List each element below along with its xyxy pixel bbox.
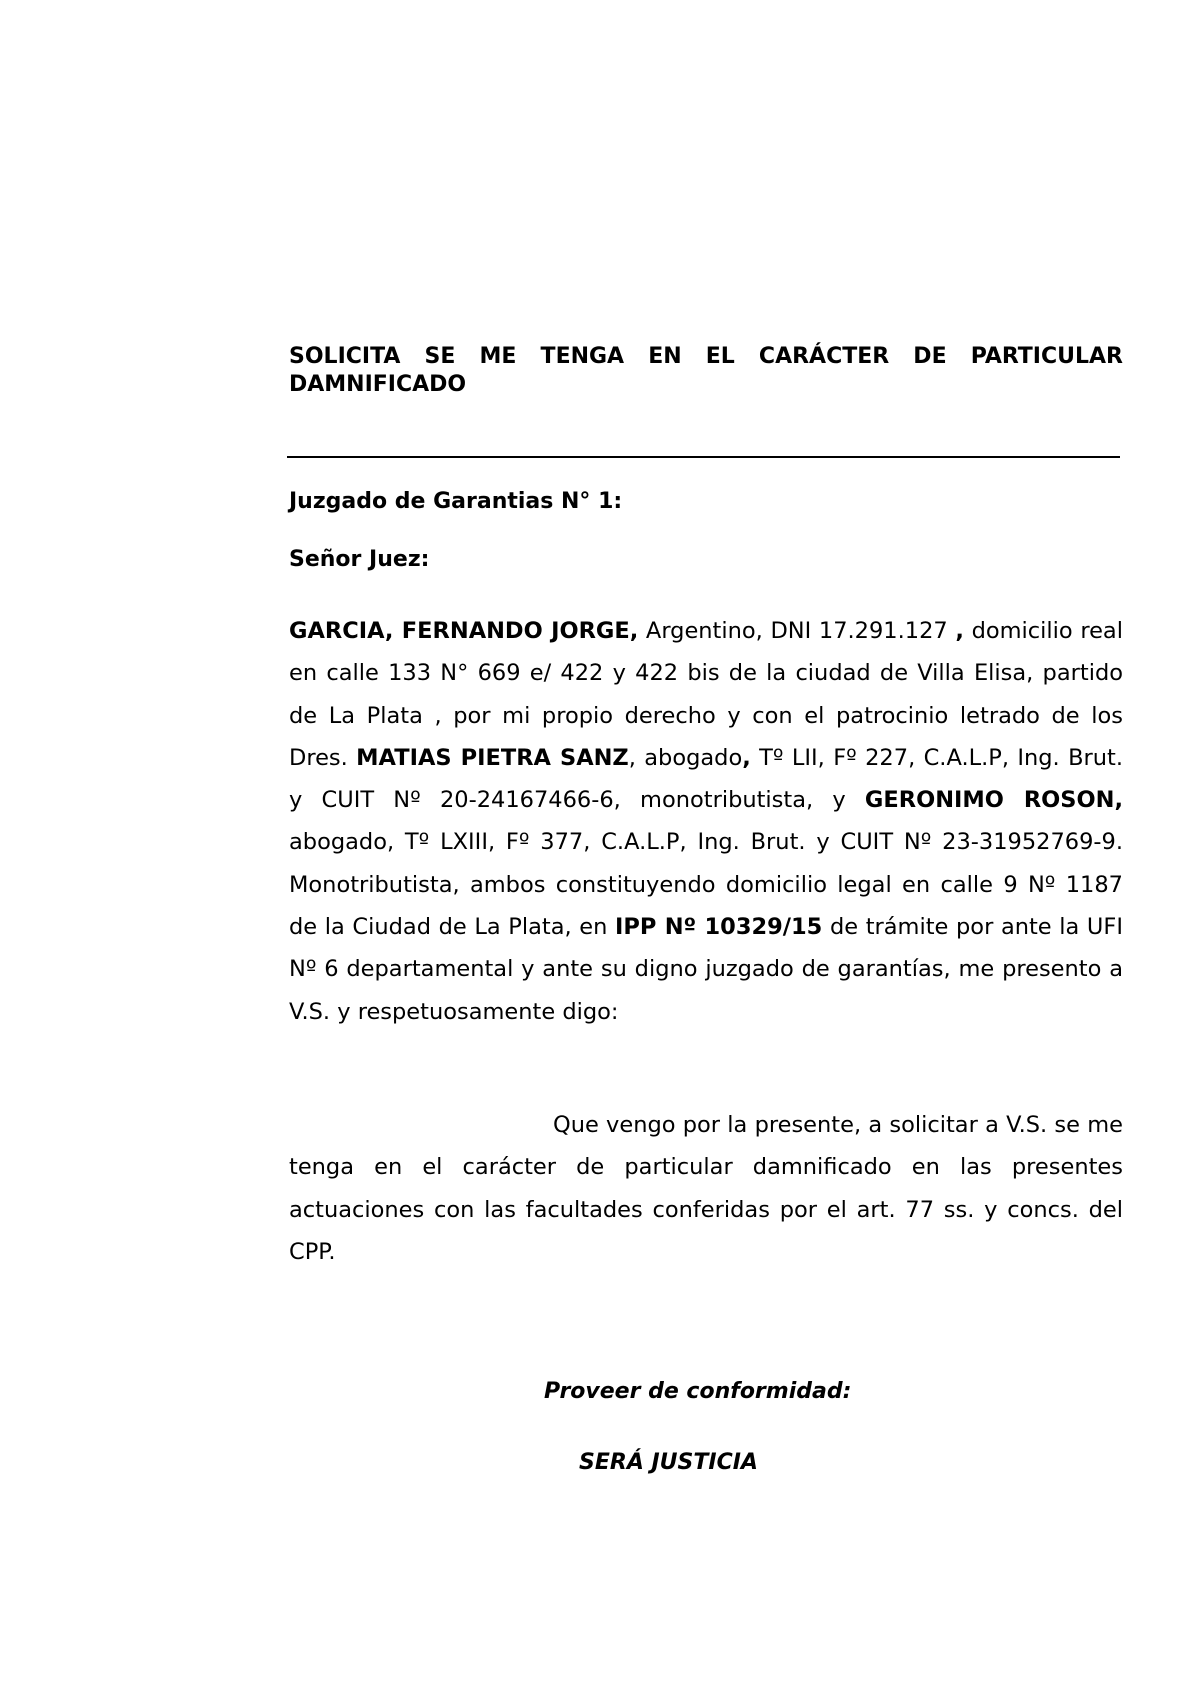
lawyer-two-registration: abogado, Tº LXIII, Fº 377, C.A.L.P, Ing. Brut. y CUIT Nº 23-31952769-9. Monotributista, ambos constituyendo domicilio legal en calle 9 Nº 1187 de la Ciudad de La Plata, en: [289, 829, 1123, 941]
lawyer-one-title: , abogado: [628, 744, 743, 771]
applicant-name: GARCIA, FERNANDO JORGE,: [289, 618, 639, 644]
title-divider: [287, 456, 1120, 458]
document-title: SOLICITA SE ME TENGA EN EL CARÁCTER DE PARTICULAR DAMNIFICADO: [289, 344, 1123, 397]
applicant-address-text: domicilio real en calle 133 N° 669 e/ 422 y 422 bis de la ciudad de Villa Elisa, partido de La Plata , por mi propio derecho y con el patrocinio letrado de los Dres.: [289, 618, 1123, 771]
closing-request: Proveer de conformidad:: [544, 1379, 852, 1404]
request-paragraph: Que vengo por la presente, a solicitar a V.S. se me tenga en el carácter de particular damnificado en las presentes actuaciones con las facultades conferidas por el art. 77 ss. y concs. del CPP.: [289, 1112, 1123, 1265]
lawyer-two-name: GERONIMO ROSON,: [864, 787, 1123, 814]
presentation-closing-text: de trámite por ante la UFI Nº 6 departamental y ante su digno juzgado de garantías, me presento a V.S. y respetuosamente digo:: [289, 914, 1123, 1025]
applicant-id-text: Argentino, DNI 17.291.127: [638, 618, 956, 644]
presentation-paragraph: [289, 610, 1123, 1040]
closing-formula: SERÁ JUSTICIA: [579, 1450, 758, 1475]
bold-comma: ,: [955, 618, 964, 644]
lawyer-one-registration: Tº LII, Fº 227, C.A.L.P, Ing. Brut. y CUIT Nº 20-24167466-6, monotributista, y: [289, 744, 1123, 814]
ipp-number: IPP Nº 10329/15: [615, 914, 823, 941]
lawyer-one-name: MATIAS PIETRA SANZ: [356, 744, 629, 771]
bold-comma-2: ,: [742, 744, 751, 771]
salutation: Señor Juez:: [289, 547, 430, 572]
court-heading: Juzgado de Garantias N° 1:: [289, 489, 623, 514]
